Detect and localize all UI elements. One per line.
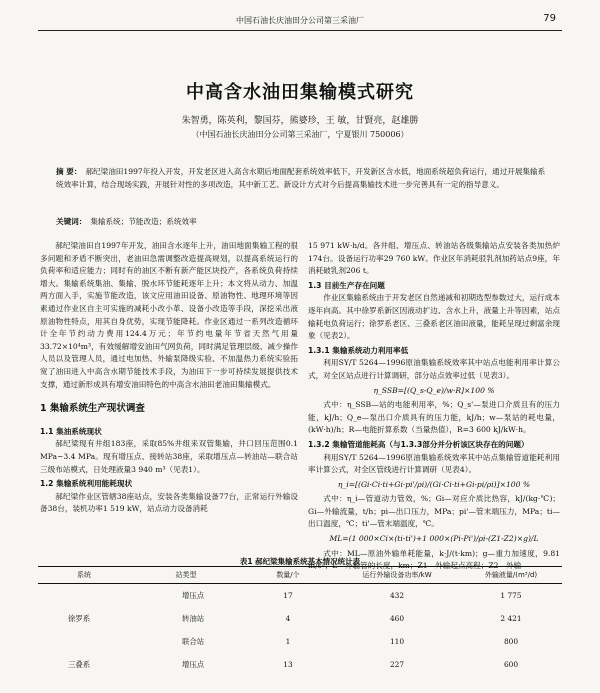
subsection-1-2-heading: 1.2 集输系统利用能耗现状	[40, 479, 133, 489]
cell-power: 227	[389, 660, 405, 669]
subsection-1-2-text: 郝纪梁作业区管辖38座站点，安装各类集输设备77台，正常运行外输设备38台，装机功率1 519 kW，站点动力设备消耗	[40, 491, 298, 514]
cell-power: 432	[389, 591, 405, 600]
cell-system: 三叠系	[68, 660, 91, 669]
cell-system	[38, 630, 130, 653]
abstract-label: 摘 要：	[56, 167, 82, 176]
affiliation: （中国石油长庆油田分公司第三采油厂，宁夏银川 750006）	[191, 130, 409, 139]
table-1	[38, 566, 562, 676]
col-header-power: 运行外输设备功率/kW	[334, 567, 460, 584]
subsection-1-1-heading: 1.1 集油系统现状	[40, 426, 102, 436]
col-header-station-type: 站类型	[130, 567, 242, 584]
cell-system	[38, 584, 130, 608]
subsection-1-1-text: 郝纪梁现有井组183座，采取85%井组来双管集输，井口回压范围0.1 MPa~3.4 MPa。现有增压点、接转站38座，采取增压点—转油站—联合站三级布站模式，日处理液量3 940 m³（见表1）。	[40, 439, 298, 474]
cell-count: 1	[285, 637, 291, 646]
cell-count: 13	[283, 660, 293, 669]
subsection-1-3-2-heading: 1.3.2 集输管道能耗高（与1.3.3部分并分析该区块存在的问题）	[308, 439, 529, 449]
running-title: 中国石油长庆油田分公司第三采油厂	[236, 16, 364, 25]
cell-station-type: 联合站	[182, 637, 205, 646]
running-header	[40, 14, 560, 28]
abstract-text: 郝纪梁油田1997年投入开发，开发老区进入高含水期后地面配套系统效率低下，开发新区含水低，地面系统超负荷运行，通过开展集输系统效率计算，结合现场实践，开展针对性的多项改造，其中新工艺、新设计方式对今后提高集输技术进一步完善具有一定的指导意义。	[56, 167, 546, 189]
cell-volume: 2 421	[500, 614, 522, 623]
keywords-text: 集输系统；节能改造；系统效率	[90, 217, 197, 226]
subsection-1-3-text: 作业区集输系统由于开发老区自然递减和初期选型参数过大，运行成本逐年向高。其中徐罗系新区因液动扩边、含水上升，液量上升等因素，站点输耗电负荷运行；徐罗系老区、三叠系老区油田液量，能耗呈现过剩富余现象（见表2）。	[308, 293, 560, 341]
subsection-1-3-1-heading: 1.3.1 集输系统动力利用率低	[308, 345, 409, 355]
table-header-row	[38, 567, 562, 584]
col-header-count: 数量/个	[242, 567, 334, 584]
left-column	[40, 240, 298, 516]
cell-count: 4	[285, 614, 291, 623]
cell-volume: 600	[503, 660, 519, 669]
formula-3: ML=(1 000×Ci×(ti-ti')+1 000×(Pi-Pi')/ρi-(Z1-Z2)×g)/L	[329, 534, 539, 544]
table-row	[38, 607, 562, 630]
cell-power: 460	[389, 614, 405, 623]
subsection-1-3-heading: 1.3 目前生产存在问题	[308, 280, 385, 290]
formula-2: η_i=[(Gi·Ci·ti+Gi·pi'/ρi)/(Gi·Ci·ti+Gi·pi/ρi)]×100 %	[337, 479, 531, 489]
table-row	[38, 584, 562, 608]
formula-3-description: 式中：ML—原油外输单耗能量，k·J/(t·km)；g—重力加速度，9.81 m/s²；L—外输管的长度，km；Z1—外输起点高程；Z2—外输	[308, 548, 560, 571]
subsection-1-3-2-text: 利用SY/T 5264—1996原油集输系统效率其中站点集输管道能耗利用率计算公式，对全区管线进行计算调研（见表4）。	[308, 452, 560, 475]
cell-count: 17	[283, 591, 293, 600]
col-header-volume: 外输液量/(m³/d)	[460, 567, 562, 584]
formula-2-description: 式中：η_i—管道动力管效，%；Gi—对应介质比热容，kJ/(kg·℃)；Gi—外输流量，t/h；pi—出口压力，MPa；pi'—管末端压力，MPa；ti—出口温度，℃；ti'—管末端温度，℃。	[308, 494, 560, 529]
keywords	[56, 216, 548, 227]
paper-title: 中高含水油田集输模式研究	[186, 82, 414, 103]
keywords-label: 关键词：	[56, 217, 87, 226]
continued-paragraph: 15 971 kW·h/d。各井组、增压点、转油站各级集输站点安装各类加热炉174台。设备运行功率29 760 kW。作业区年消耗驳乳剂加药站点9座，年消耗破乳剂206 t。	[308, 241, 560, 276]
table-1-caption: 表1 郝纪梁集输系统基本情况统计表	[239, 557, 361, 566]
intro-paragraph: 郝纪梁油田自1997年开发，油田含水逐年上升，油田地面集输工程的很多问题和矛盾不断突出，老油田急需调整改造提高规划，以提高系统运行的负荷率和适应能力；同时有的油区不断有新产能区块投产，各系统负荷持续增大。集输系统集油、集输、脱水环节能耗逐年上升；本文将从动力、加温两方面入手，实施节能改造，该文应用油田设备、原油物性、地理环境等因素通过作业区自主可实施的减耗小改小革、设备小改造等手段，深挖采出液原油物性特点，用其自身优势，实现节能降耗。作业区通过一系列改造循环计全年节约动力费用124.4万元；年节约电量年节省天然气用量33.72×10⁴m³，有效缓解增安油田气网负荷，同时满足管理层级、减少操作人员以及管理人员，通过电加热、外输泵降级实验、不加温热力系统实验拓宽了油田进入中高含水期节能技术手段，为油田下一步可持续发展提供技术支撑，通过新形成具有增安油田特色的中高含水油田老油田集输模式。	[40, 241, 298, 389]
section-1-heading: 1 集输系统生产现状调查	[40, 403, 145, 415]
table-row	[38, 630, 562, 653]
abstract	[56, 165, 548, 191]
col-header-system: 系统	[38, 567, 130, 584]
cell-volume: 800	[503, 637, 519, 646]
cell-system: 徐罗系	[68, 614, 91, 623]
formula-1: η_SSB=[(Q_s-Q_e)/w·R]×100 %	[373, 385, 495, 395]
header-rule	[38, 30, 562, 31]
cell-station-type: 增压点	[182, 660, 205, 669]
subsection-1-3-1-text: 利用SY/T 5264—1996原油集输系统效率其中站点电能利用率计算公式，对全区站点进行计算调研，部分站点效率过低（见表3）。	[308, 358, 560, 380]
authors: 朱智勇，陈英利，黎国芬，熊婆珍，王 敏，甘賢亮，赵雄勝	[181, 116, 419, 126]
cell-station-type: 增压点	[182, 591, 205, 600]
cell-volume: 1 775	[500, 591, 522, 600]
page-number: 79	[543, 13, 556, 24]
cell-station-type: 转油站	[182, 614, 205, 623]
formula-1-description: 式中：η_SSB—站的电能利用率，%；Q_s'—泵进口介质且有的压力能，kJ/h；Q_e—泵出口介质具有的压力能，kJ/h；w—泵站的耗电量，(kW·h)/h；R—电能折算系数（当量热值），R=3 600 kJ/kW·h。	[308, 400, 560, 435]
right-column	[308, 240, 560, 573]
table-row	[38, 653, 562, 676]
cell-power: 110	[389, 637, 405, 646]
